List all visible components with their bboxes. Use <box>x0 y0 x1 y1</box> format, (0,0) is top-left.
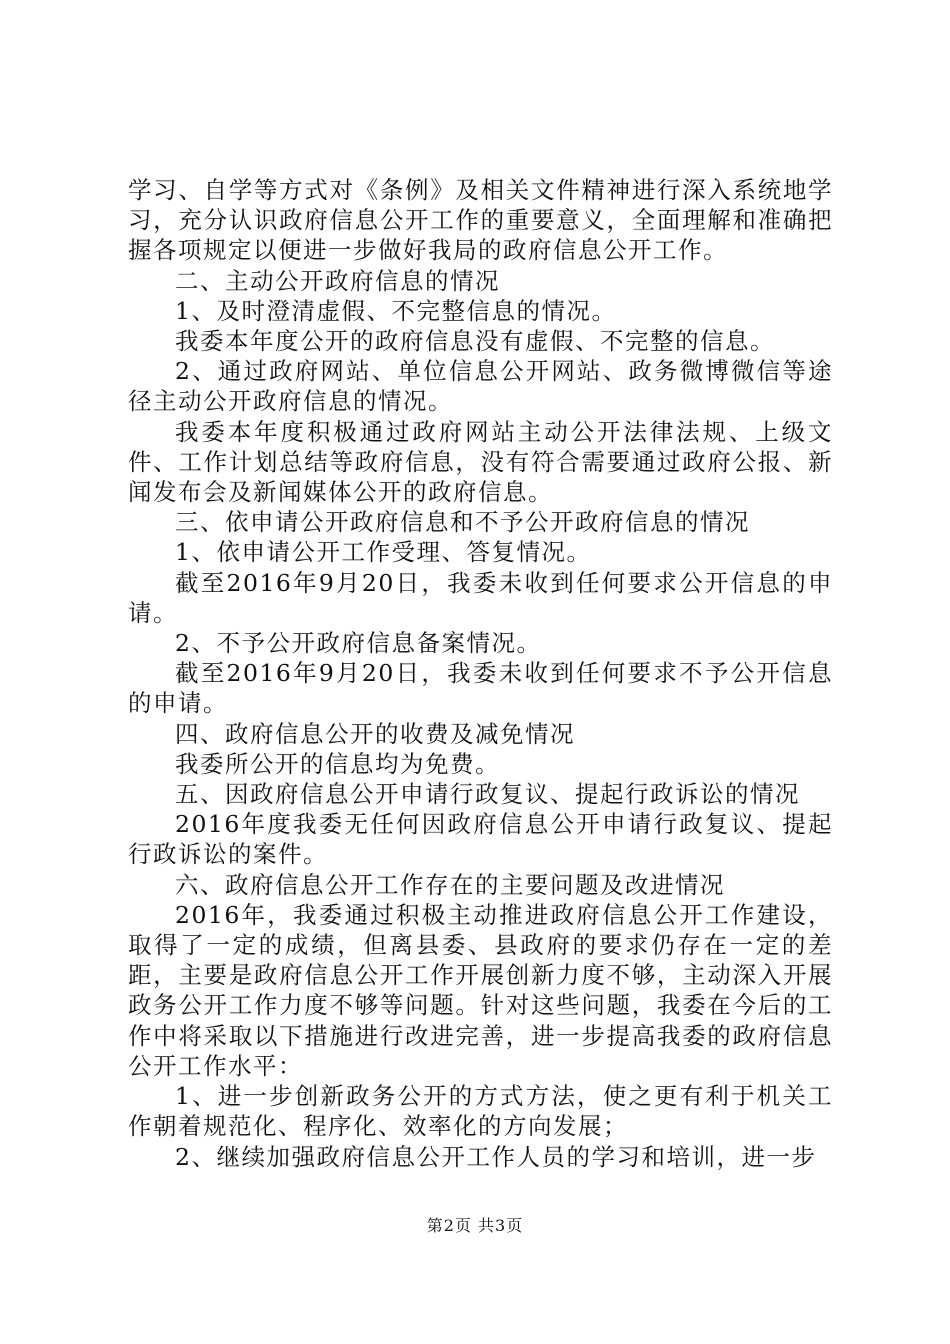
sub-heading: 1、依申请公开工作受理、答复情况。 <box>175 538 592 567</box>
paragraph: 我委本年度公开的政府信息没有虚假、不完整的信息。 <box>175 327 775 356</box>
section-heading: 二、主动公开政府信息的情况 <box>175 266 500 295</box>
paragraph: 2016年，我委通过积极主动推进政府信息公开工作建设，取得了一定的成绩，但离县委、县政府的要求仍存在一定的差距，主要是政府信息公开工作开展创新力度不够，主动深入开展政务公开工作力度不够等问题。针对这些问题，我委在今后的工作中将采取以下措施进行改进完善，进一步提高我委的政府信息公开工作水平： <box>128 900 833 1080</box>
paragraph: 学习、自学等方式对《条例》及相关文件精神进行深入系统地学习，充分认识政府信息公开工作的重要意义，全面理解和准确把握各项规定以便进一步做好我局的政府信息公开工作。 <box>128 176 833 265</box>
page-number-footer: 第2页 共3页 <box>426 1216 524 1235</box>
list-item: 2、继续加强政府信息公开工作人员的学习和培训，进一步 <box>175 1142 817 1171</box>
document-body <box>128 175 833 1172</box>
section-heading: 六、政府信息公开工作存在的主要问题及改进情况 <box>175 870 725 899</box>
paragraph: 截至2016年9月20日，我委未收到任何要求不予公开信息的申请。 <box>128 659 833 718</box>
paragraph: 我委所公开的信息均为免费。 <box>175 749 500 778</box>
section-heading: 三、依申请公开政府信息和不予公开政府信息的情况 <box>175 508 750 537</box>
list-item: 1、进一步创新政务公开的方式方法，使之更有利于机关工作朝着规范化、程序化、效率化的方向发展； <box>128 1082 833 1141</box>
section-heading: 五、因政府信息公开申请行政复议、提起行政诉讼的情况 <box>175 780 800 809</box>
sub-heading: 2、不予公开政府信息备案情况。 <box>175 629 542 658</box>
section-heading: 四、政府信息公开的收费及减免情况 <box>175 719 575 748</box>
paragraph: 截至2016年9月20日，我委未收到任何要求公开信息的申请。 <box>128 568 833 627</box>
sub-heading: 1、及时澄清虚假、不完整信息的情况。 <box>175 296 617 325</box>
paragraph: 2016年度我委无任何因政府信息公开申请行政复议、提起行政诉讼的案件。 <box>128 810 833 869</box>
sub-heading: 2、通过政府网站、单位信息公开网站、政务微博微信等途径主动公开政府信息的情况。 <box>128 357 833 416</box>
paragraph: 我委本年度积极通过政府网站主动公开法律法规、上级文件、工作计划总结等政府信息，没有符合需要通过政府公报、新闻发布会及新闻媒体公开的政府信息。 <box>128 417 833 507</box>
